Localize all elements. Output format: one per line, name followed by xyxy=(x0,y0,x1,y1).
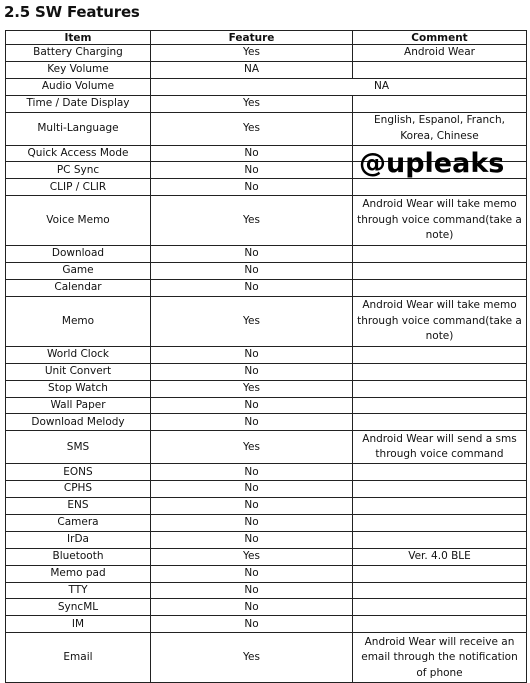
row-item: Game xyxy=(6,263,151,280)
row-feature: No xyxy=(151,162,353,179)
table-row xyxy=(6,531,527,548)
table-row xyxy=(6,45,527,62)
row-comment xyxy=(353,397,527,414)
row-comment: Android Wear will take memo through voice command(take a note) xyxy=(353,296,527,346)
row-item: Voice Memo xyxy=(6,196,151,246)
row-feature: Yes xyxy=(151,112,353,145)
row-comment xyxy=(353,531,527,548)
row-feature: No xyxy=(151,263,353,280)
column-header-comment: Comment xyxy=(353,31,527,45)
row-comment: Ver. 4.0 BLE xyxy=(353,548,527,565)
row-item: CLIP / CLIR xyxy=(6,179,151,196)
row-item: Camera xyxy=(6,515,151,532)
table-row xyxy=(6,565,527,582)
table-row xyxy=(6,380,527,397)
row-item: EONS xyxy=(6,464,151,481)
row-item: Key Volume xyxy=(6,61,151,78)
row-comment xyxy=(353,498,527,515)
table-row xyxy=(6,414,527,431)
row-feature: Yes xyxy=(151,296,353,346)
table-row xyxy=(6,498,527,515)
row-item: Download Melody xyxy=(6,414,151,431)
row-feature: Yes xyxy=(151,196,353,246)
row-feature: No xyxy=(151,565,353,582)
row-item: Audio Volume xyxy=(6,78,151,95)
row-feature: No xyxy=(151,498,353,515)
row-comment xyxy=(353,414,527,431)
row-item: TTY xyxy=(6,582,151,599)
row-item: Time / Date Display xyxy=(6,95,151,112)
row-comment xyxy=(353,61,527,78)
table-row xyxy=(6,633,527,683)
table-row xyxy=(6,599,527,616)
row-feature: No xyxy=(151,280,353,297)
table-row xyxy=(6,263,527,280)
row-item: Download xyxy=(6,246,151,263)
table-row xyxy=(6,582,527,599)
row-item: SyncML xyxy=(6,599,151,616)
row-item: Calendar xyxy=(6,280,151,297)
row-feature: Yes xyxy=(151,548,353,565)
table-row xyxy=(6,61,527,78)
row-feature: No xyxy=(151,414,353,431)
table-row xyxy=(6,246,527,263)
row-item: CPHS xyxy=(6,481,151,498)
row-comment: Android Wear will receive an email through the notification of phone xyxy=(353,633,527,683)
page-title: 2.5 SW Features xyxy=(4,3,140,21)
row-comment xyxy=(353,582,527,599)
table-row xyxy=(6,616,527,633)
row-comment: Android Wear will take memo through voice command(take a note) xyxy=(353,196,527,246)
row-comment xyxy=(353,481,527,498)
row-comment xyxy=(353,95,527,112)
watermark: @upleaks xyxy=(359,148,505,179)
row-feature: No xyxy=(151,481,353,498)
row-feature: NA xyxy=(151,61,353,78)
row-feature: No xyxy=(151,246,353,263)
row-feature: No xyxy=(151,531,353,548)
row-feature: Yes xyxy=(151,45,353,62)
table-row xyxy=(6,515,527,532)
column-header-feature: Feature xyxy=(151,31,353,45)
table-row xyxy=(6,481,527,498)
row-comment xyxy=(353,246,527,263)
column-header-item: Item xyxy=(6,31,151,45)
table-row xyxy=(6,95,527,112)
row-item: IrDa xyxy=(6,531,151,548)
row-item: ENS xyxy=(6,498,151,515)
row-feature: No xyxy=(151,145,353,162)
row-item: PC Sync xyxy=(6,162,151,179)
table-row xyxy=(6,548,527,565)
table-row xyxy=(6,78,527,95)
row-comment xyxy=(353,179,527,196)
table-row xyxy=(6,296,527,346)
row-feature: No xyxy=(151,346,353,363)
row-item: Memo pad xyxy=(6,565,151,582)
row-feature: No xyxy=(151,515,353,532)
table-row xyxy=(6,431,527,464)
row-item: IM xyxy=(6,616,151,633)
row-item: Email xyxy=(6,633,151,683)
row-comment xyxy=(353,616,527,633)
table-row xyxy=(6,363,527,380)
row-comment xyxy=(353,363,527,380)
table-row xyxy=(6,196,527,246)
row-item: Memo xyxy=(6,296,151,346)
table-body xyxy=(6,45,527,683)
row-feature: No xyxy=(151,464,353,481)
row-item: World Clock xyxy=(6,346,151,363)
row-item: SMS xyxy=(6,431,151,464)
row-item: Stop Watch xyxy=(6,380,151,397)
row-comment xyxy=(353,464,527,481)
row-comment xyxy=(353,280,527,297)
row-comment: Android Wear xyxy=(353,45,527,62)
table-row xyxy=(6,112,527,145)
row-feature: No xyxy=(151,599,353,616)
row-feature: No xyxy=(151,179,353,196)
row-comment xyxy=(353,599,527,616)
row-feature: No xyxy=(151,582,353,599)
table-row xyxy=(6,280,527,297)
row-comment: Android Wear will send a sms through voice command xyxy=(353,431,527,464)
row-comment: English, Espanol, Franch, Korea, Chinese xyxy=(353,112,527,145)
row-comment xyxy=(353,346,527,363)
row-item: Bluetooth xyxy=(6,548,151,565)
row-item: Quick Access Mode xyxy=(6,145,151,162)
row-feature: No xyxy=(151,397,353,414)
row-feature: No xyxy=(151,616,353,633)
row-feature: Yes xyxy=(151,431,353,464)
row-item: Battery Charging xyxy=(6,45,151,62)
sw-features-table xyxy=(5,30,527,683)
row-feature: Yes xyxy=(151,380,353,397)
row-feature: NA xyxy=(151,78,527,95)
table-row xyxy=(6,464,527,481)
table-header-row xyxy=(6,31,527,45)
row-feature: Yes xyxy=(151,633,353,683)
row-item: Multi-Language xyxy=(6,112,151,145)
row-comment xyxy=(353,565,527,582)
row-feature: No xyxy=(151,363,353,380)
row-item: Wall Paper xyxy=(6,397,151,414)
row-comment xyxy=(353,380,527,397)
table-row xyxy=(6,179,527,196)
row-comment xyxy=(353,515,527,532)
row-item: Unit Convert xyxy=(6,363,151,380)
table-row xyxy=(6,397,527,414)
table-row xyxy=(6,346,527,363)
row-comment xyxy=(353,263,527,280)
row-feature: Yes xyxy=(151,95,353,112)
